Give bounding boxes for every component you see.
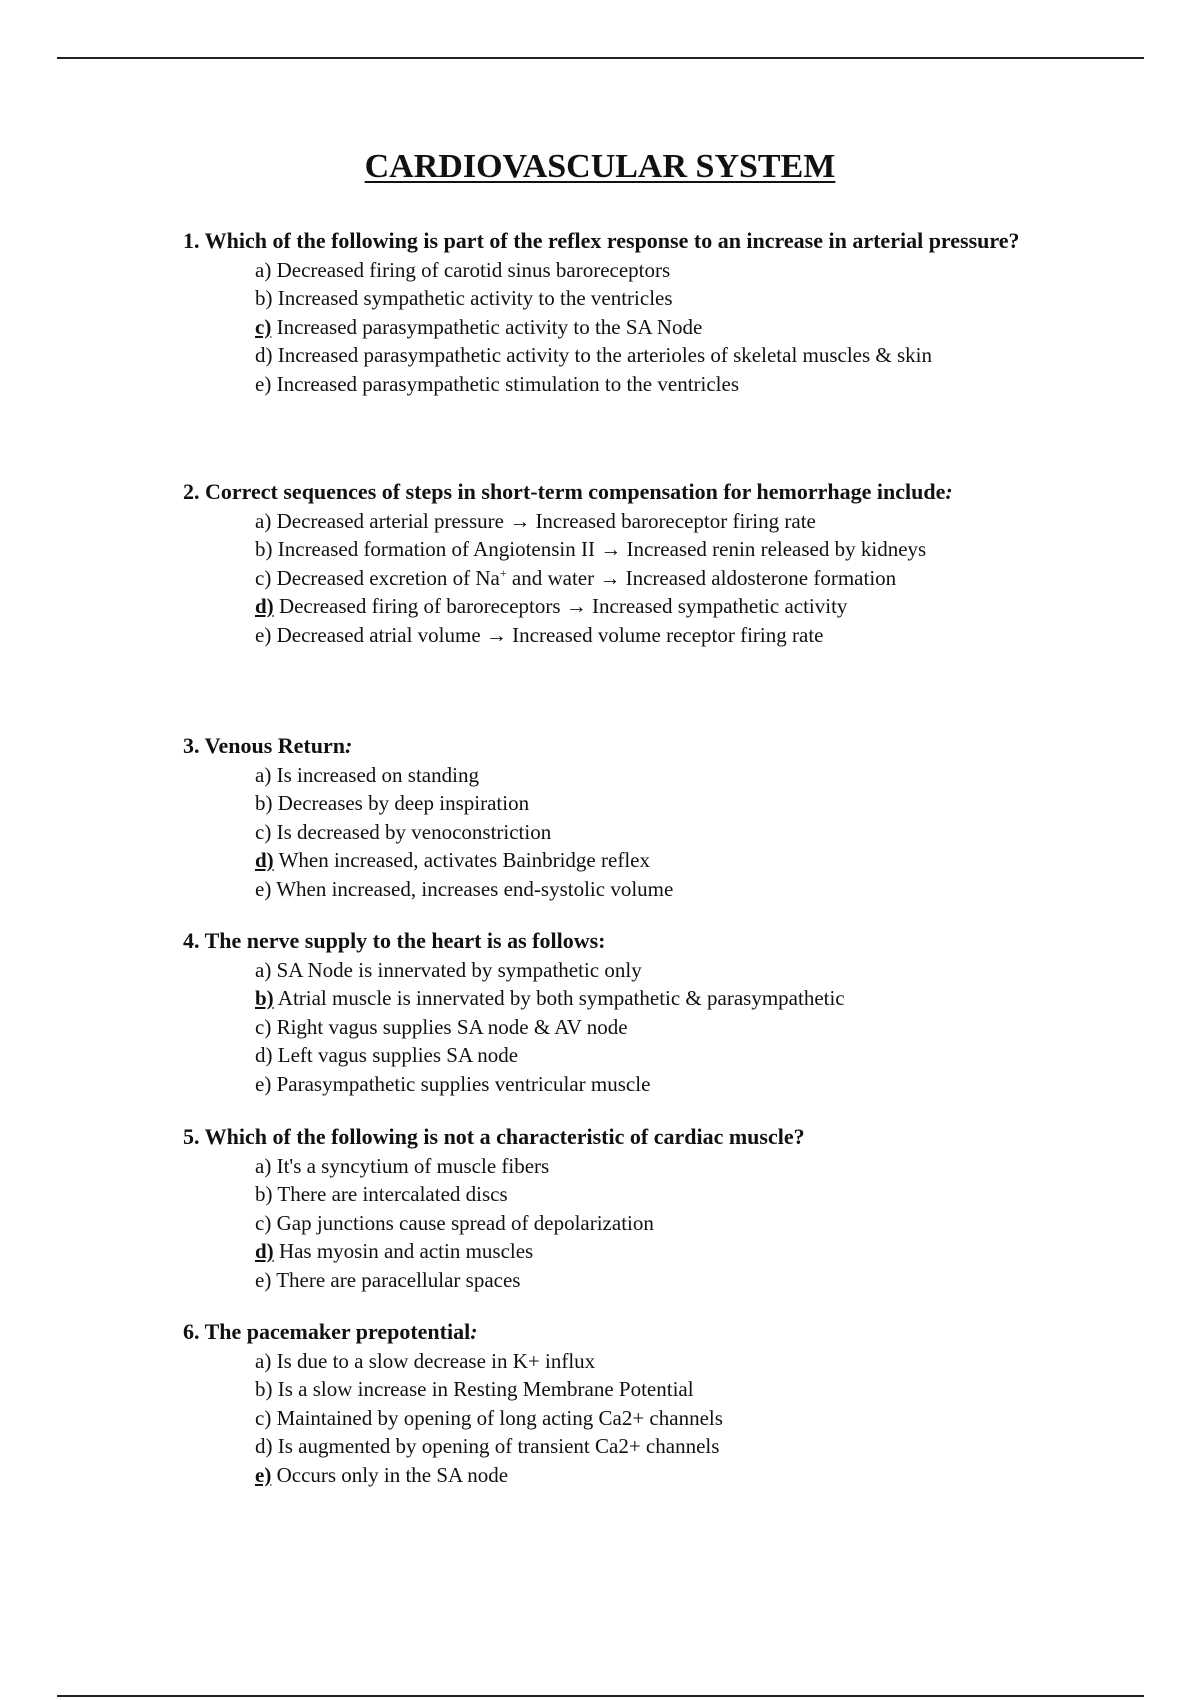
- option-c: c) Maintained by opening of long acting Ca2+ channels: [255, 1405, 723, 1430]
- option-c: c) Is decreased by venoconstriction: [255, 819, 552, 844]
- option-d: d) Left vagus supplies SA node: [255, 1043, 519, 1067]
- option-e: e) When increased, increases end-systolic volume: [255, 876, 674, 901]
- option-d: d) Increased parasympathetic activity to the arterioles of skeletal muscles & skin: [255, 343, 933, 367]
- question-1: [183, 227, 1023, 398]
- option-e: e) Decreased atrial volume → Increased volume receptor firing rate: [255, 622, 824, 647]
- question-6: [183, 1318, 1023, 1489]
- option-a: a) Is due to a slow decrease in K+ influx: [255, 1348, 596, 1373]
- option-d-answer: d) Decreased firing of baroreceptors → Increased sympathetic activity: [255, 594, 848, 618]
- question-stem: 2. Correct sequences of steps in short-term compensation for hemorrhage include:: [183, 479, 953, 504]
- question-5: [183, 1123, 1023, 1294]
- question-stem: 6. The pacemaker prepotential:: [183, 1319, 478, 1344]
- option-b: b) Increased sympathetic activity to the ventricles: [255, 286, 673, 310]
- question-stem: 4. The nerve supply to the heart is as follows:: [183, 928, 606, 953]
- option-c: c) Decreased excretion of Na+ and water → Increased aldosterone formation: [255, 565, 897, 590]
- option-b: b) There are intercalated discs: [255, 1182, 508, 1206]
- option-d: d) Is augmented by opening of transient Ca2+ channels: [255, 1434, 720, 1458]
- option-c: c) Right vagus supplies SA node & AV node: [255, 1014, 628, 1039]
- option-a: a) Is increased on standing: [255, 762, 479, 787]
- option-e: e) There are paracellular spaces: [255, 1267, 521, 1292]
- question-stem: 1. Which of the following is part of the reflex response to an increase in arterial pressure?: [183, 228, 1020, 253]
- option-b: b) Decreases by deep inspiration: [255, 791, 530, 815]
- option-e: e) Parasympathetic supplies ventricular muscle: [255, 1071, 651, 1096]
- option-b: b) Is a slow increase in Resting Membrane Potential: [255, 1377, 694, 1401]
- top-rule: [57, 57, 1144, 59]
- option-a: a) SA Node is innervated by sympathetic only: [255, 957, 642, 982]
- option-e: e) Increased parasympathetic stimulation to the ventricles: [255, 371, 739, 396]
- option-b: b) Increased formation of Angiotensin II → Increased renin released by kidneys: [255, 537, 927, 561]
- option-d-answer: d) When increased, activates Bainbridge reflex: [255, 848, 650, 872]
- option-a: a) Decreased firing of carotid sinus baroreceptors: [255, 257, 671, 282]
- question-stem: 5. Which of the following is not a characteristic of cardiac muscle?: [183, 1124, 805, 1149]
- question-stem: 3. Venous Return:: [183, 733, 353, 758]
- option-c: c) Gap junctions cause spread of depolarization: [255, 1210, 654, 1235]
- option-e-answer: e) Occurs only in the SA node: [255, 1462, 509, 1487]
- option-d-answer: d) Has myosin and actin muscles: [255, 1239, 534, 1263]
- bottom-rule: [57, 1695, 1144, 1697]
- question-4: [183, 927, 1023, 1098]
- option-a: a) It's a syncytium of muscle fibers: [255, 1153, 550, 1178]
- option-b-answer: b) Atrial muscle is innervated by both sympathetic & parasympathetic: [255, 986, 845, 1010]
- option-c-answer: c) Increased parasympathetic activity to the SA Node: [255, 314, 703, 339]
- question-3: [183, 732, 1023, 903]
- question-2: [183, 478, 1023, 649]
- option-a: a) Decreased arterial pressure → Increased baroreceptor firing rate: [255, 508, 816, 533]
- page-title: CARDIOVASCULAR SYSTEM: [364, 148, 836, 185]
